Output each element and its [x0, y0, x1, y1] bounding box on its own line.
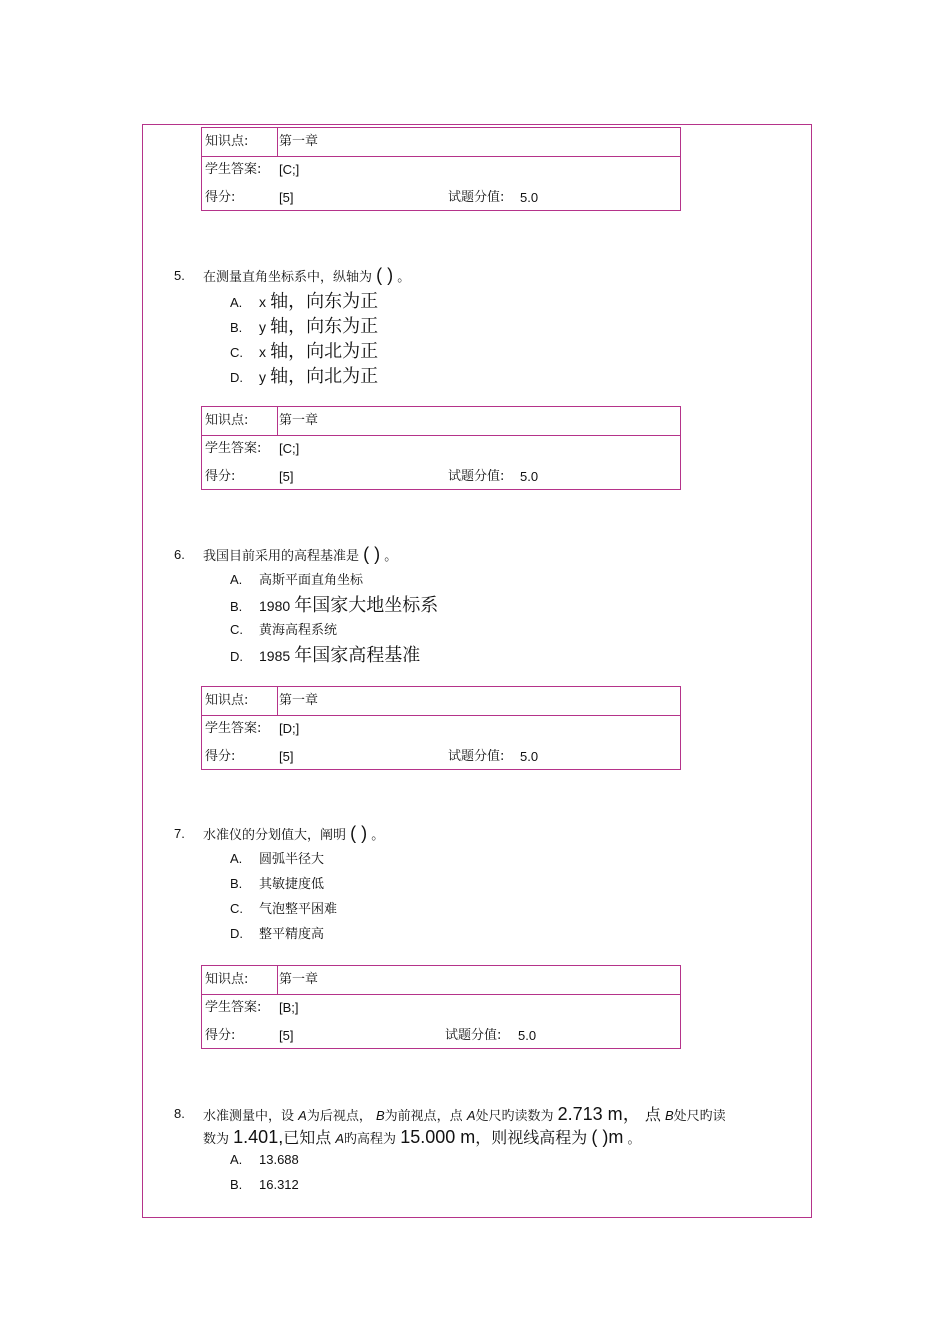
student-answer-label: 学生答案: [205, 721, 262, 736]
stem-end: 。 [627, 1132, 641, 1147]
stem-text: 为前视点，点 [384, 1109, 463, 1124]
student-answer-value: [C;] [279, 162, 300, 177]
question-8-line-2 [203, 1125, 641, 1148]
result-table-q4 [201, 127, 681, 211]
student-answer-value: [C;] [279, 441, 300, 456]
option-letter: D. [230, 926, 243, 941]
stem-end: 。 [397, 270, 411, 285]
option-text: 黄海高程系统 [259, 623, 338, 638]
stem-text: 处尺旳读 [673, 1109, 726, 1124]
point-a: A [298, 1108, 307, 1123]
knowledge-value: 第一章 [279, 413, 319, 428]
option-b[interactable] [230, 1177, 299, 1193]
option-letter: B. [230, 1177, 243, 1192]
question-number: 8. [174, 1106, 185, 1121]
option-letter: A. [230, 572, 243, 587]
stem-end: 。 [371, 828, 385, 843]
option-c[interactable] [230, 898, 337, 917]
option-letter: A. [230, 1152, 243, 1167]
question-stem: 在测量直角坐标系中，纵轴为 [203, 270, 373, 285]
option-letter: C. [230, 622, 243, 637]
stem-text: 已知点 [283, 1128, 332, 1147]
knowledge-label: 知识点: [205, 972, 249, 987]
point-a: A [335, 1131, 345, 1146]
option-text: 轴，向北为正 [270, 366, 379, 387]
question-number: 6. [174, 547, 185, 562]
option-letter: A. [230, 295, 243, 310]
option-letter: D. [230, 649, 243, 664]
knowledge-value: 第一章 [279, 134, 319, 149]
question-value-label: 试题分值: [445, 1028, 502, 1043]
question-value-label: 试题分值: [448, 190, 505, 205]
stem-text: 点 [644, 1105, 661, 1124]
question-value: 5.0 [520, 749, 539, 764]
option-d[interactable] [230, 641, 420, 667]
reading-a: 2.713 m [557, 1104, 623, 1124]
stem-text: 数为 [203, 1132, 230, 1147]
student-answer-value: [B;] [279, 1000, 299, 1015]
option-b[interactable] [230, 591, 438, 617]
result-table-q7 [201, 965, 681, 1049]
result-table-q5 [201, 406, 681, 490]
knowledge-label: 知识点: [205, 693, 249, 708]
stem-end: 。 [384, 549, 398, 564]
question-number: 5. [174, 268, 185, 283]
option-prefix: x [259, 344, 266, 360]
result-table-q6 [201, 686, 681, 770]
stem-text: 旳高程为 [344, 1132, 397, 1147]
score-value: [5] [279, 469, 294, 484]
option-prefix: 1985 [259, 648, 291, 664]
option-letter: D. [230, 370, 243, 385]
student-answer-label: 学生答案: [205, 162, 262, 177]
option-text: 轴，向东为正 [270, 291, 379, 312]
option-text: 年国家高程基准 [294, 645, 421, 666]
option-b[interactable] [230, 312, 378, 338]
question-value-label: 试题分值: [448, 469, 505, 484]
option-text: 高斯平面直角坐标 [259, 573, 364, 588]
answer-paren: ( )m [591, 1127, 624, 1147]
option-text: 圆弧半径大 [259, 852, 325, 867]
option-text: 其敏捷度低 [259, 877, 325, 892]
option-letter: B. [230, 599, 243, 614]
score-label: 得分: [205, 469, 236, 484]
option-prefix: y [259, 319, 266, 335]
answer-paren: ( ) [363, 544, 381, 564]
option-a[interactable] [230, 287, 378, 313]
option-d[interactable] [230, 923, 324, 942]
question-value: 5.0 [518, 1028, 537, 1043]
score-value: [5] [279, 190, 294, 205]
answer-paren: ( ) [376, 265, 394, 285]
option-text: 13.688 [259, 1152, 299, 1167]
option-prefix: 1980 [259, 598, 291, 614]
question-8-line-1 [203, 1100, 726, 1126]
score-label: 得分: [205, 1028, 236, 1043]
option-c[interactable] [230, 619, 337, 638]
score-label: 得分: [205, 190, 236, 205]
option-text: 轴，向东为正 [270, 316, 379, 337]
option-b[interactable] [230, 873, 324, 892]
score-label: 得分: [205, 749, 236, 764]
question-value: 5.0 [520, 190, 539, 205]
option-letter: B. [230, 320, 243, 335]
score-value: [5] [279, 1028, 294, 1043]
score-value: [5] [279, 749, 294, 764]
stem-text: 处尺旳读数为 [475, 1109, 554, 1124]
option-d[interactable] [230, 362, 378, 388]
option-text: 轴，向北为正 [270, 341, 379, 362]
option-text: 年国家大地坐标系 [294, 595, 439, 616]
stem-text: ， [622, 1104, 641, 1124]
student-answer-label: 学生答案: [205, 1000, 262, 1015]
stem-text: ，则视线高程为 [475, 1128, 588, 1147]
option-a[interactable] [230, 569, 363, 588]
knowledge-label: 知识点: [205, 413, 249, 428]
option-prefix: y [259, 369, 266, 385]
question-stem: 水准仪的分划值大，阐明 [203, 828, 347, 843]
option-letter: A. [230, 851, 243, 866]
option-prefix: x [259, 294, 266, 310]
option-text: 16.312 [259, 1177, 299, 1192]
knowledge-value: 第一章 [279, 972, 319, 987]
elevation-a: 15.000 m [400, 1127, 476, 1147]
option-a[interactable] [230, 848, 324, 867]
question-number: 7. [174, 826, 185, 841]
student-answer-label: 学生答案: [205, 441, 262, 456]
reading-b: 1.401, [233, 1127, 284, 1147]
stem-text: 为后视点， [306, 1109, 372, 1124]
option-letter: C. [230, 901, 243, 916]
knowledge-value: 第一章 [279, 693, 319, 708]
student-answer-value: [D;] [279, 721, 300, 736]
question-value: 5.0 [520, 469, 539, 484]
option-a[interactable] [230, 1152, 299, 1168]
option-text: 整平精度高 [259, 927, 325, 942]
point-a: A [466, 1108, 476, 1123]
point-b: B [375, 1108, 385, 1123]
option-letter: B. [230, 876, 243, 891]
stem-text: 水准测量中，设 [203, 1109, 295, 1124]
knowledge-label: 知识点: [205, 134, 249, 149]
option-text: 气泡整平困难 [259, 902, 338, 917]
point-b: B [664, 1108, 674, 1123]
question-value-label: 试题分值: [448, 749, 505, 764]
option-c[interactable] [230, 337, 378, 363]
answer-paren: ( ) [350, 823, 368, 843]
option-letter: C. [230, 345, 243, 360]
question-stem: 我国目前采用的高程基准是 [203, 549, 360, 564]
